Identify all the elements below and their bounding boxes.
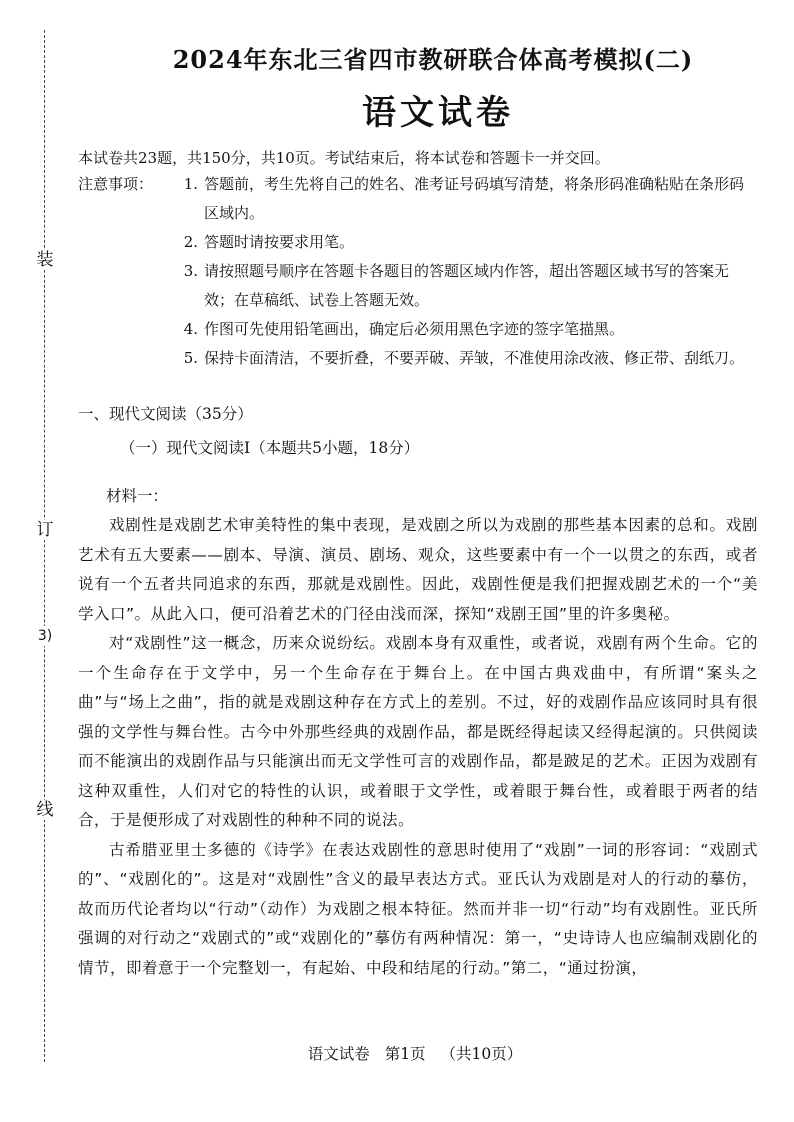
material-label: 材料一： [106,487,169,505]
notes-block [78,170,758,373]
exam-subject-title: 语文试卷 [362,93,514,133]
section-heading: 一、现代文阅读（35分） [78,405,253,423]
exam-page [78,40,758,983]
page-footer [0,1042,794,1064]
binding-margin-line [44,30,45,1062]
notes-list [168,170,758,373]
margin-char-ding: 订 [34,520,56,540]
margin-char-zhuang: 装 [34,250,56,270]
note-number: 1. [183,175,198,193]
reading-passage [78,511,758,983]
note-number: 3. [183,262,198,280]
note-item [168,228,758,257]
note-number: 5. [183,349,198,367]
note-number: 2. [183,233,198,251]
note-item [168,344,758,373]
margin-char-mark: 3) [34,626,56,646]
notes-label: 注意事项： [78,175,154,193]
note-text: 答题时请按要求用笔。 [204,233,355,251]
footer-subject: 语文试卷 [307,1045,370,1063]
note-text: 保持卡面清洁，不要折叠，不要弄破、弄皱，不准使用涂改液、修正带、刮纸刀。 [204,349,745,367]
note-text: 作图可先使用铅笔画出，确定后必须用黑色字迹的签字笔描黑。 [204,320,625,338]
footer-page-number: 第1页 [384,1045,426,1063]
subsection-heading: （一）现代文阅读Ⅰ（本题共5小题，18分） [120,439,420,457]
footer-total-pages: （共10页） [440,1045,523,1063]
note-item [168,315,758,344]
note-text: 答题前，考生先将自己的姓名、准考证号码填写清楚，将条形码准确粘贴在条形码区域内。 [204,175,745,222]
margin-char-xian: 线 [34,800,56,820]
exam-intro: 本试卷共23题，共150分，共10页。考试结束后，将本试卷和答题卡一并交回。 [78,149,610,167]
passage-paragraph: 古希腊亚里士多德的《诗学》在表达戏剧性的意思时使用了“戏剧”一词的形容词：“戏剧式的”、“戏剧化的”。这是对“戏剧性”含义的最早表达方式。亚氏认为戏剧是对人的行动的摹仿，故而历代论者均以“行动”（动作）为戏剧之根本特征。然而并非一切“行动”均有戏剧性。亚氏所强调的对行动之“戏剧式的”或“戏剧化的”摹仿有两种情况：第一，“史诗诗人也应编制戏剧化的情节，即着意于一个完整划一，有起始、中段和结尾的行动。”第二，“通过扮演， [78,840,758,977]
note-text: 请按照题号顺序在答题卡各题目的答题区域内作答，超出答题区域书写的答案无效；在草稿纸、试卷上答题无效。 [204,262,730,309]
note-item [168,170,758,228]
note-item [168,257,758,315]
passage-paragraph: 戏剧性是戏剧艺术审美特性的集中表现，是戏剧之所以为戏剧的那些基本因素的总和。戏剧艺术有五大要素——剧本、导演、演员、剧场、观众，这些要素中有一个一以贯之的东西，或者说有一个五者共同追求的东西，那就是戏剧性。因此，戏剧性便是我们把握戏剧艺术的一个“美学入口”。从此入口，便可沿着艺术的门径由浅而深，探知“戏剧王国”里的许多奥秘。 [78,516,758,623]
passage-paragraph: 对“戏剧性”这一概念，历来众说纷纭。戏剧本身有双重性，或者说，戏剧有两个生命。它的一个生命存在于文学中，另一个生命存在于舞台上。在中国古典戏曲中，有所谓“案头之曲”与“场上之曲”，指的就是戏剧这种存在方式上的差别。不过，好的戏剧作品应该同时具有很强的文学性与舞台性。古今中外那些经典的戏剧作品，都是既经得起读又经得起演的。只供阅读而不能演出的戏剧作品与只能演出而无文学性可言的戏剧作品，都是跛足的艺术。正因为戏剧有这种双重性，人们对它的特性的认识，或着眼于文学性，或着眼于舞台性，或着眼于两者的结合，于是便形成了对戏剧性的种种不同的说法。 [78,634,758,829]
exam-title: 2024年东北三省四市教研联合体高考模拟(二) [172,45,694,74]
note-number: 4. [183,320,198,338]
